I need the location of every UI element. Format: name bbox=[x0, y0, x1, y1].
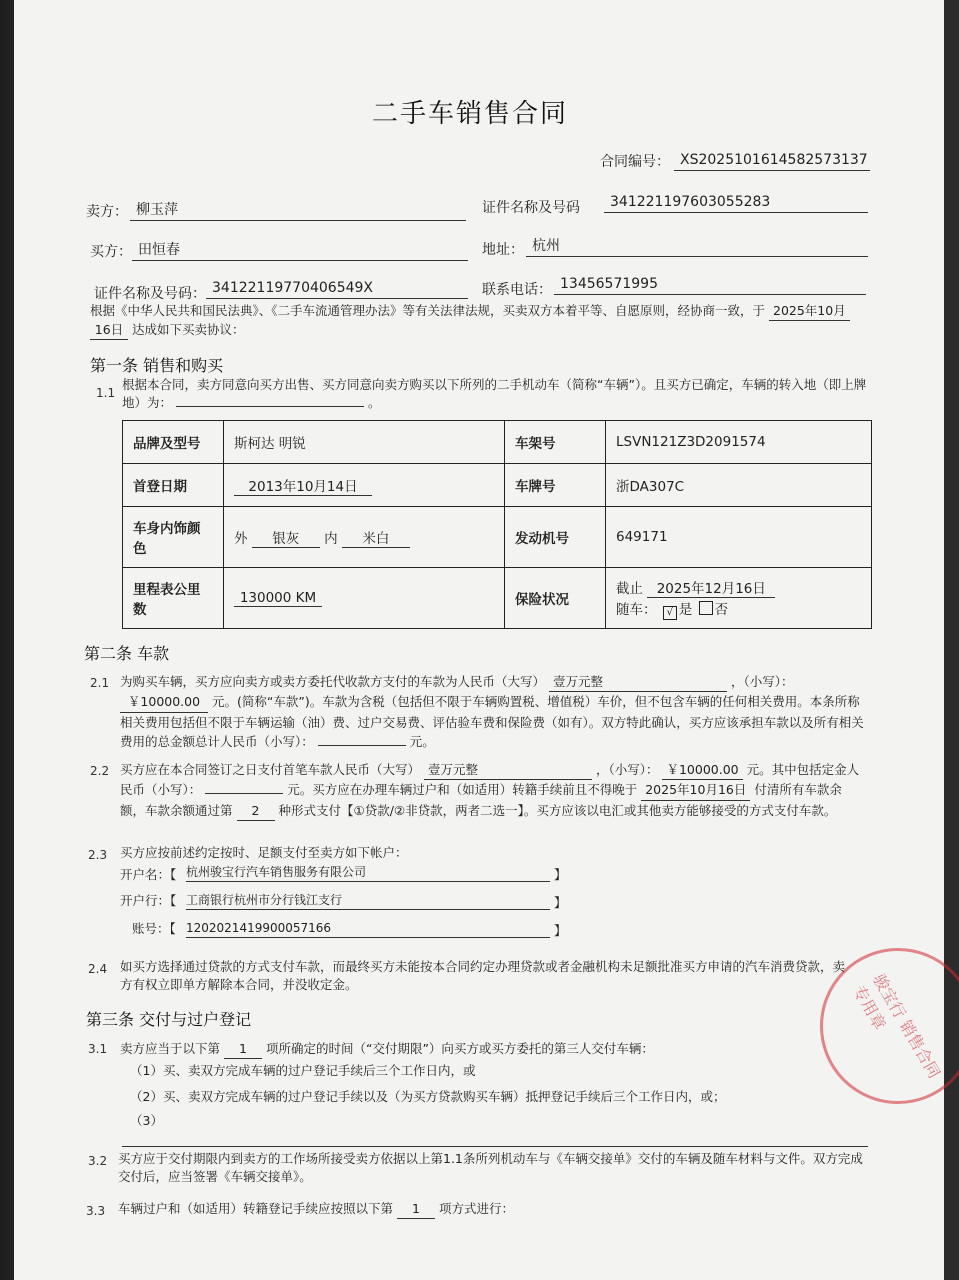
clause-2-3-number: 2.3 bbox=[88, 848, 108, 862]
intro-date-month: 2025年10月 bbox=[769, 302, 850, 321]
clause-2-1-text-a: 为购买车辆，买方应向卖方或卖方委托代收款方支付的车款为人民币（大写） bbox=[120, 674, 546, 689]
account-no-label: 账号：【 bbox=[132, 921, 176, 936]
seller-id-label: 证件名称及号码 bbox=[482, 200, 580, 216]
clause-2-3-text: 买方应按前述约定按时、足额支付至卖方如下帐户： bbox=[120, 845, 408, 860]
insurance-yes-checkbox[interactable]: √ bbox=[663, 606, 677, 620]
brand-value: 斯柯达 明锐 bbox=[224, 421, 505, 464]
color-cell bbox=[224, 507, 505, 568]
reg-date-cell bbox=[224, 464, 505, 507]
clause-3-1-option-3: （3） bbox=[130, 1113, 163, 1128]
table-row bbox=[123, 464, 872, 507]
clause-2-2-text-d: 元。买方应在办理车辆过户和（如适用）转籍手续前且不得晚于 bbox=[287, 782, 638, 798]
vin-value: LSVN121Z3D2091574 bbox=[606, 421, 872, 464]
insurance-no-label: 否 bbox=[714, 601, 729, 618]
clause-2-1-text-c: 元。(简称“车款”)。车款为含税（包括但不限于车辆购置税、增值税）车价，但不包含车辆的任何相关费用。本条所称相关费用包括但不限于车辆运输（油）费、过户交易费、评估验车费和保险费（如有）。双方特此确认，买方应该承担车款以及所有相关费用的总金额总计人民币（小写）： bbox=[120, 694, 864, 750]
clause-3-3-number: 3.3 bbox=[86, 1204, 106, 1218]
clause-3-2-number: 3.2 bbox=[88, 1154, 108, 1168]
delivery-option: 1 bbox=[224, 1040, 262, 1059]
interior-color: 米白 bbox=[342, 527, 410, 548]
bank-name: 工商银行杭州市分行钱江支行 bbox=[186, 892, 550, 910]
clause-2-4-text: 如买方选择通过贷款的方式支付车款，而最终买方未能按本合同约定办理贷款或者金融机构未足额批准买方申请的汽车消费贷款，卖方有权立即单方解除本合同，并没收定金。 bbox=[120, 959, 846, 993]
clause-2-1-text-d: 元。 bbox=[409, 734, 435, 750]
registration-place-blank bbox=[176, 406, 364, 407]
clause-1-1-text: 根据本合同，卖方同意向买方出售、买方同意向卖方购买以下所列的二手机动车（简称“车辆”）。且买方已确定，车辆的转入地（即上牌地）为： bbox=[122, 377, 867, 411]
bracket-close: 】 bbox=[554, 923, 567, 938]
insurance-yes-label: 是 bbox=[678, 601, 693, 618]
first-payment-upper: 壹万元整 bbox=[424, 760, 592, 780]
clause-3-3 bbox=[118, 1200, 514, 1219]
clause-3-3-text-b: 项方式进行： bbox=[438, 1201, 514, 1216]
account-name: 杭州骏宝行汽车销售服务有限公司 bbox=[186, 864, 550, 882]
article-1-title: 第一条 销售和购买 bbox=[90, 356, 224, 375]
vehicle-info-table bbox=[122, 420, 872, 629]
transfer-option: 1 bbox=[397, 1200, 435, 1219]
option-3-blank-line bbox=[122, 1146, 868, 1147]
clause-2-2 bbox=[120, 760, 865, 821]
plate-label: 车牌号 bbox=[505, 464, 606, 507]
clause-1-1-end: 。 bbox=[367, 395, 381, 411]
brand-label: 品牌及型号 bbox=[123, 421, 224, 464]
intro-text: 根据《中华人民共和国民法典》、《二手车流通管理办法》等有关法律法规，买卖双方本着平等、自愿原则，经协商一致，于 bbox=[90, 303, 766, 318]
company-seal-text: 骏宝行 销售合同专用章 bbox=[849, 970, 945, 1082]
bank-label: 开户行：【 bbox=[120, 893, 177, 908]
table-row bbox=[123, 421, 872, 464]
odometer-cell bbox=[224, 568, 505, 629]
insurance-label: 保险状况 bbox=[505, 568, 606, 629]
seller-name: 柳玉萍 bbox=[130, 200, 466, 221]
clause-3-1-option-2: （2）买、卖双方完成车辆的过户登记手续以及（为买方贷款购买车辆）抵押登记手续后三个工作日内，或； bbox=[130, 1089, 726, 1104]
clause-3-1 bbox=[120, 1040, 654, 1059]
address-label: 地址： bbox=[482, 242, 524, 258]
clause-2-2-text-f: 种形式支付【①贷款/②非贷款，两者二选一】。买方应该以电汇或其他卖方能够接受的方式支付车款。 bbox=[278, 802, 837, 818]
balance-deadline: 2025年10月16日 bbox=[641, 780, 750, 800]
clause-1-1-number: 1.1 bbox=[96, 386, 116, 400]
clause-2-4-number: 2.4 bbox=[88, 962, 108, 976]
clause-2-2-text-b: ，（小写）： bbox=[595, 762, 659, 777]
first-payment-small: ￥10000.00 bbox=[662, 760, 742, 780]
intro-paragraph bbox=[90, 302, 875, 340]
engine-label: 发动机号 bbox=[505, 507, 606, 568]
buyer-phone: 13456571995 bbox=[554, 274, 866, 295]
vin-label: 车架号 bbox=[505, 421, 606, 464]
intro-date-day: 16日 bbox=[90, 321, 128, 340]
phone-label: 联系电话： bbox=[482, 282, 552, 298]
clause-2-1-number: 2.1 bbox=[90, 676, 110, 690]
seller-id: 341221197603055283 bbox=[604, 192, 868, 213]
account-name-label: 开户名：【 bbox=[120, 867, 177, 882]
contract-no-label: 合同编号： bbox=[600, 154, 670, 170]
clause-3-1-text-a: 卖方应当于以下第 bbox=[120, 1041, 221, 1056]
bracket-close: 】 bbox=[554, 895, 567, 910]
reg-date-label: 首登日期 bbox=[123, 464, 224, 507]
reg-date-value: 2013年10月14日 bbox=[234, 475, 372, 496]
document-title: 二手车销售合同 bbox=[372, 99, 569, 129]
plate-value: 浙DA307C bbox=[606, 464, 872, 507]
seller-label: 卖方： bbox=[86, 204, 128, 220]
clause-3-3-text-a: 车辆过户和（如适用）转籍登记手续应按照以下第 bbox=[118, 1201, 394, 1216]
color-label: 车身内饰颜色 bbox=[123, 507, 224, 568]
buyer-address: 杭州 bbox=[526, 236, 868, 257]
buyer-label: 买方： bbox=[90, 244, 132, 260]
exterior-prefix: 外 bbox=[234, 530, 248, 547]
buyer-id-label: 证件名称及号码： bbox=[94, 286, 206, 302]
clause-2-1-text-b: ，（小写）： bbox=[730, 674, 794, 689]
exterior-color: 银灰 bbox=[252, 527, 320, 548]
clause-2-2-number: 2.2 bbox=[90, 764, 110, 778]
article-2-title: 第二条 车款 bbox=[84, 644, 170, 663]
payment-method: 2 bbox=[237, 801, 275, 821]
article-3-title: 第三条 交付与过户登记 bbox=[86, 1010, 252, 1029]
contract-no: XS2025101614582573137 bbox=[674, 150, 870, 171]
table-row bbox=[123, 507, 872, 568]
insurance-with-label: 随车： bbox=[616, 601, 657, 618]
clause-3-1-number: 3.1 bbox=[88, 1042, 108, 1056]
clause-2-2-text-e: 付清所有车款余额，车款余额通过第 bbox=[120, 782, 842, 818]
buyer-name: 田恒春 bbox=[132, 240, 468, 261]
price-small: ￥10000.00 bbox=[120, 692, 208, 712]
odometer-value: 130000 KM bbox=[234, 590, 322, 607]
bracket-close: 】 bbox=[554, 867, 567, 882]
clause-3-1-option-1: （1）买、卖双方完成车辆的过户登记手续后三个工作日内，或 bbox=[130, 1063, 476, 1078]
total-amount-blank bbox=[318, 745, 406, 746]
insurance-prefix: 截止 bbox=[616, 580, 643, 597]
engine-value: 649171 bbox=[606, 507, 872, 568]
interior-prefix: 内 bbox=[324, 530, 338, 547]
insurance-cell bbox=[606, 568, 872, 629]
clause-2-2-text-c: 元。其中包括定金人民币（小写）： bbox=[120, 762, 860, 798]
table-row bbox=[123, 568, 872, 629]
deposit-blank bbox=[205, 793, 283, 794]
odometer-label: 里程表公里数 bbox=[123, 568, 224, 629]
clause-1-1 bbox=[122, 376, 876, 412]
account-number: 1202021419900057166 bbox=[186, 920, 550, 938]
insurance-date: 2025年12月16日 bbox=[647, 577, 775, 598]
clause-3-2-text: 买方应于交付期限内到卖方的工作场所接受卖方依据以上第1.1条所列机动车与《车辆交接单》交付的车辆及随车材料与文件。双方完成交付后，应当签署《车辆交接单》。 bbox=[118, 1151, 863, 1185]
price-upper: 壹万元整 bbox=[549, 672, 727, 692]
intro-text-end: 达成如下买卖协议： bbox=[131, 322, 245, 338]
buyer-id: 34122119770406549X bbox=[206, 278, 468, 299]
clause-3-1-text-b: 项所确定的时间（“交付期限”）向买方或买方委托的第三人交付车辆： bbox=[265, 1041, 654, 1056]
insurance-no-checkbox[interactable] bbox=[699, 601, 713, 615]
clause-2-2-text-a: 买方应在本合同签订之日支付首笔车款人民币（大写） bbox=[120, 762, 421, 777]
clause-2-1 bbox=[120, 672, 865, 752]
